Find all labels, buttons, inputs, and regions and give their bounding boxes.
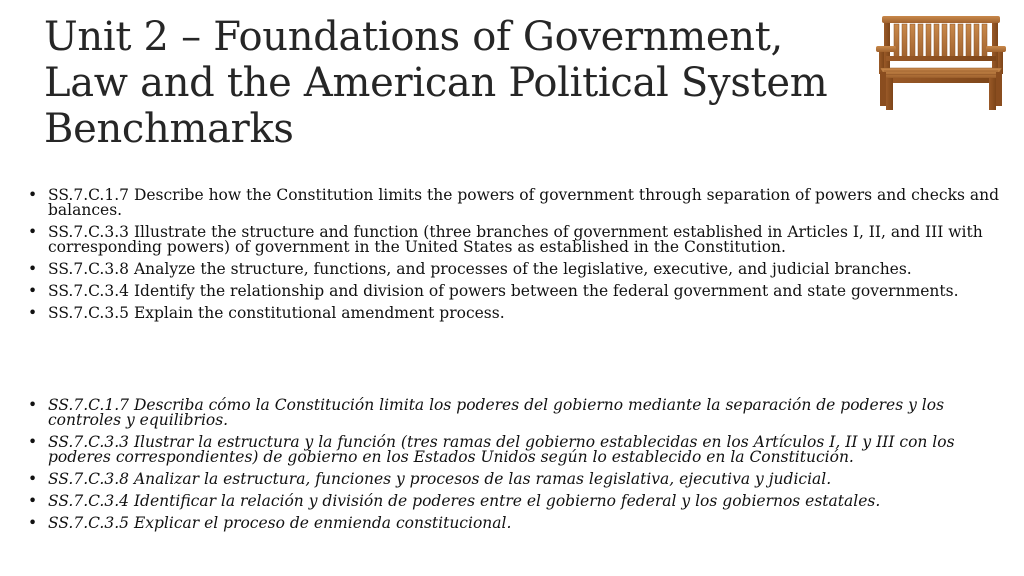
- bullet-marker: •: [28, 260, 38, 278]
- bullet-marker: •: [28, 282, 38, 300]
- list-item: [28, 435, 1003, 465]
- list-item: [28, 262, 1003, 277]
- benchmark-text: SS.7.C.1.7 Describe how the Constitution limits the powers of government through separation of powers and checks and balances.: [48, 186, 1000, 219]
- benchmark-text: SS.7.C.3.3 Ilustrar la estructura y la función (tres ramas del gobierno establecidas en los Artículos I, II y III con los poderes correspondientes) de gobierno en los Estados Unidos según lo establecido en la Constitución.: [48, 433, 955, 466]
- list-item: [28, 188, 1003, 218]
- bullet-marker: •: [28, 396, 38, 414]
- title-line-1: Unit 2 – Foundations of Government,: [44, 14, 783, 60]
- list-item: [28, 472, 1003, 487]
- benchmark-text: SS.7.C.3.5 Explain the constitutional amendment process.: [48, 304, 505, 322]
- bullet-marker: •: [28, 433, 38, 451]
- bullet-marker: •: [28, 514, 38, 532]
- slide-title: [44, 14, 864, 152]
- benchmark-text: SS.7.C.3.4 Identify the relationship and division of powers between the federal government and state governments.: [48, 282, 959, 300]
- bullet-marker: •: [28, 186, 38, 204]
- benchmark-text: SS.7.C.3.3 Illustrate the structure and function (three branches of government established in Articles I, II, and III with corresponding powers) of government in the United States as established in the Constitution.: [48, 223, 983, 256]
- bullet-marker: •: [28, 304, 38, 322]
- benchmark-text: SS.7.C.3.4 Identificar la relación y división de poderes entre el gobierno federal y los gobiernos estatales.: [48, 492, 881, 510]
- title-line-3: Benchmarks: [44, 106, 294, 152]
- list-item: [28, 398, 1003, 428]
- list-item: [28, 225, 1003, 255]
- list-item: [28, 516, 1003, 531]
- title-line-2: Law and the American Political System: [44, 60, 828, 106]
- bullet-marker: •: [28, 223, 38, 241]
- benchmark-text: SS.7.C.3.8 Analizar la estructura, funciones y procesos de las ramas legislativa, ejecutiva y judicial.: [48, 470, 832, 488]
- bullet-marker: •: [28, 470, 38, 488]
- bullet-marker: •: [28, 492, 38, 510]
- wooden-bench-image: [876, 12, 1006, 112]
- benchmark-text: SS.7.C.3.8 Analyze the structure, functions, and processes of the legislative, executive, and judicial branches.: [48, 260, 912, 278]
- list-item: [28, 306, 1003, 321]
- list-item: [28, 284, 1003, 299]
- benchmark-text: SS.7.C.3.5 Explicar el proceso de enmienda constitucional.: [48, 514, 512, 532]
- benchmarks-english-list: [28, 188, 1003, 328]
- benchmarks-spanish-list: [28, 398, 1003, 538]
- benchmark-text: SS.7.C.1.7 Describa cómo la Constitución limita los poderes del gobierno mediante la separación de poderes y los controles y equilibrios.: [48, 396, 945, 429]
- list-item: [28, 494, 1003, 509]
